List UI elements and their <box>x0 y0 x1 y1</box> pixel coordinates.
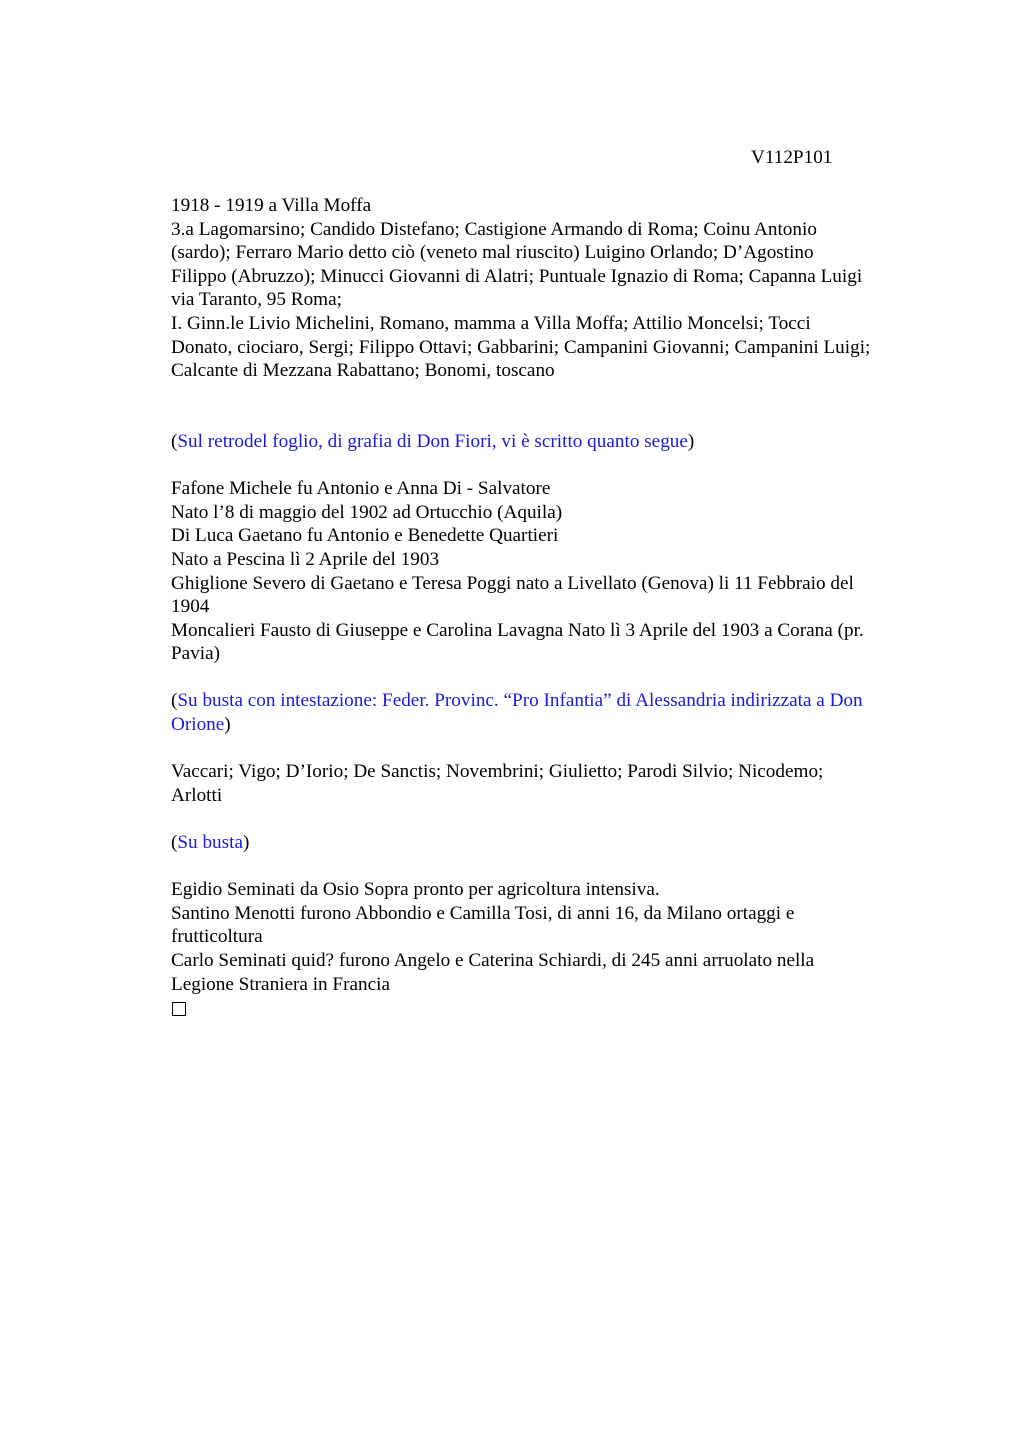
note-paren-open: ( <box>171 832 178 854</box>
note-text: Sul retrodel foglio, di grafia di Don Fiori, vi è scritto quanto segue <box>177 430 688 452</box>
spacer <box>171 737 931 761</box>
note-text: Su busta con intestazione: Feder. Provinc. “Pro Infantia” di Alessandria indirizzata a Don <box>177 690 863 712</box>
spacer <box>171 666 931 690</box>
section-surnames <box>171 760 931 807</box>
editorial-note-envelope-header <box>171 689 931 736</box>
text-line: Ghiglione Severo di Gaetano e Teresa Poggi nato a Livellato (Genova) li 11 Febbraio del <box>171 572 854 594</box>
text-line: 3.a Lagomarsino; Candido Distefano; Castigione Armando di Roma; Coinu Antonio <box>171 218 817 240</box>
note-paren-open: ( <box>171 690 178 712</box>
editorial-note-retro <box>171 430 931 454</box>
section-seminati <box>171 878 931 1016</box>
text-line: Nato a Pescina lì 2 Aprile del 1903 <box>171 548 440 570</box>
text-line: frutticoltura <box>171 926 263 948</box>
text-line: Arlotti <box>171 784 223 806</box>
text-line: Moncalieri Fausto di Giuseppe e Carolina Lavagna Nato lì 3 Aprile del 1903 a Corana (pr. <box>171 619 864 641</box>
note-paren-close: ) <box>242 832 250 854</box>
spacer <box>171 807 931 831</box>
note-paren-close: ) <box>687 430 695 452</box>
text-line: via Taranto, 95 Roma; <box>171 289 342 311</box>
text-line: Pavia) <box>171 643 221 665</box>
note-paren-open: ( <box>171 430 178 452</box>
text-line: Donato, ciociaro, Sergi; Filippo Ottavi; Gabbarini; Campanini Giovanni; Campanini Luigi; <box>171 336 871 358</box>
spacer <box>171 855 931 879</box>
text-line: Santino Menotti furono Abbondio e Camilla Tosi, di anni 16, da Milano ortaggi e <box>171 902 795 924</box>
text-line: 1904 <box>171 596 210 618</box>
text-line: Vaccari; Vigo; D’Iorio; De Sanctis; Novembrini; Giulietto; Parodi Silvio; Nicodemo; <box>171 761 824 783</box>
text-line: Nato l’8 di maggio del 1902 ad Ortucchio (Aquila) <box>171 501 563 523</box>
note-text: Su busta <box>177 832 243 854</box>
note-text: Orione <box>171 714 225 736</box>
section-villa-moffa <box>171 194 931 383</box>
text-line: Egidio Seminati da Osio Sopra pronto per agricoltura intensiva. <box>171 879 660 901</box>
text-line: (sardo); Ferraro Mario detto ciò (veneto mal riuscito) Luigino Orlando; D’Agostino <box>171 242 814 264</box>
text-line: Filippo (Abruzzo); Minucci Giovanni di Alatri; Puntuale Ignazio di Roma; Capanna Luigi <box>171 265 863 287</box>
text-line: Calcante di Mezzana Rabattano; Bonomi, toscano <box>171 360 555 382</box>
section-birth-records <box>171 477 931 666</box>
text-line: Fafone Michele fu Antonio e Anna Di - Salvatore <box>171 478 551 500</box>
document-id: V112P101 <box>751 147 833 168</box>
section-heading: 1918 - 1919 a Villa Moffa <box>171 195 372 216</box>
spacer <box>171 383 931 430</box>
editorial-note-envelope <box>171 831 931 855</box>
text-line: Legione Straniera in Francia <box>171 973 390 995</box>
spacer <box>171 454 931 478</box>
text-line: I. Ginn.le Livio Michelini, Romano, mamma a Villa Moffa; Attilio Moncelsi; Tocci <box>171 312 811 334</box>
text-line: Di Luca Gaetano fu Antonio e Benedette Quartieri <box>171 525 559 547</box>
document-body <box>171 194 931 1016</box>
text-line: Carlo Seminati quid? furono Angelo e Caterina Schiardi, di 245 anni arruolato nella <box>171 950 815 971</box>
note-paren-close: ) <box>224 714 231 736</box>
checkbox-icon <box>172 1002 186 1016</box>
